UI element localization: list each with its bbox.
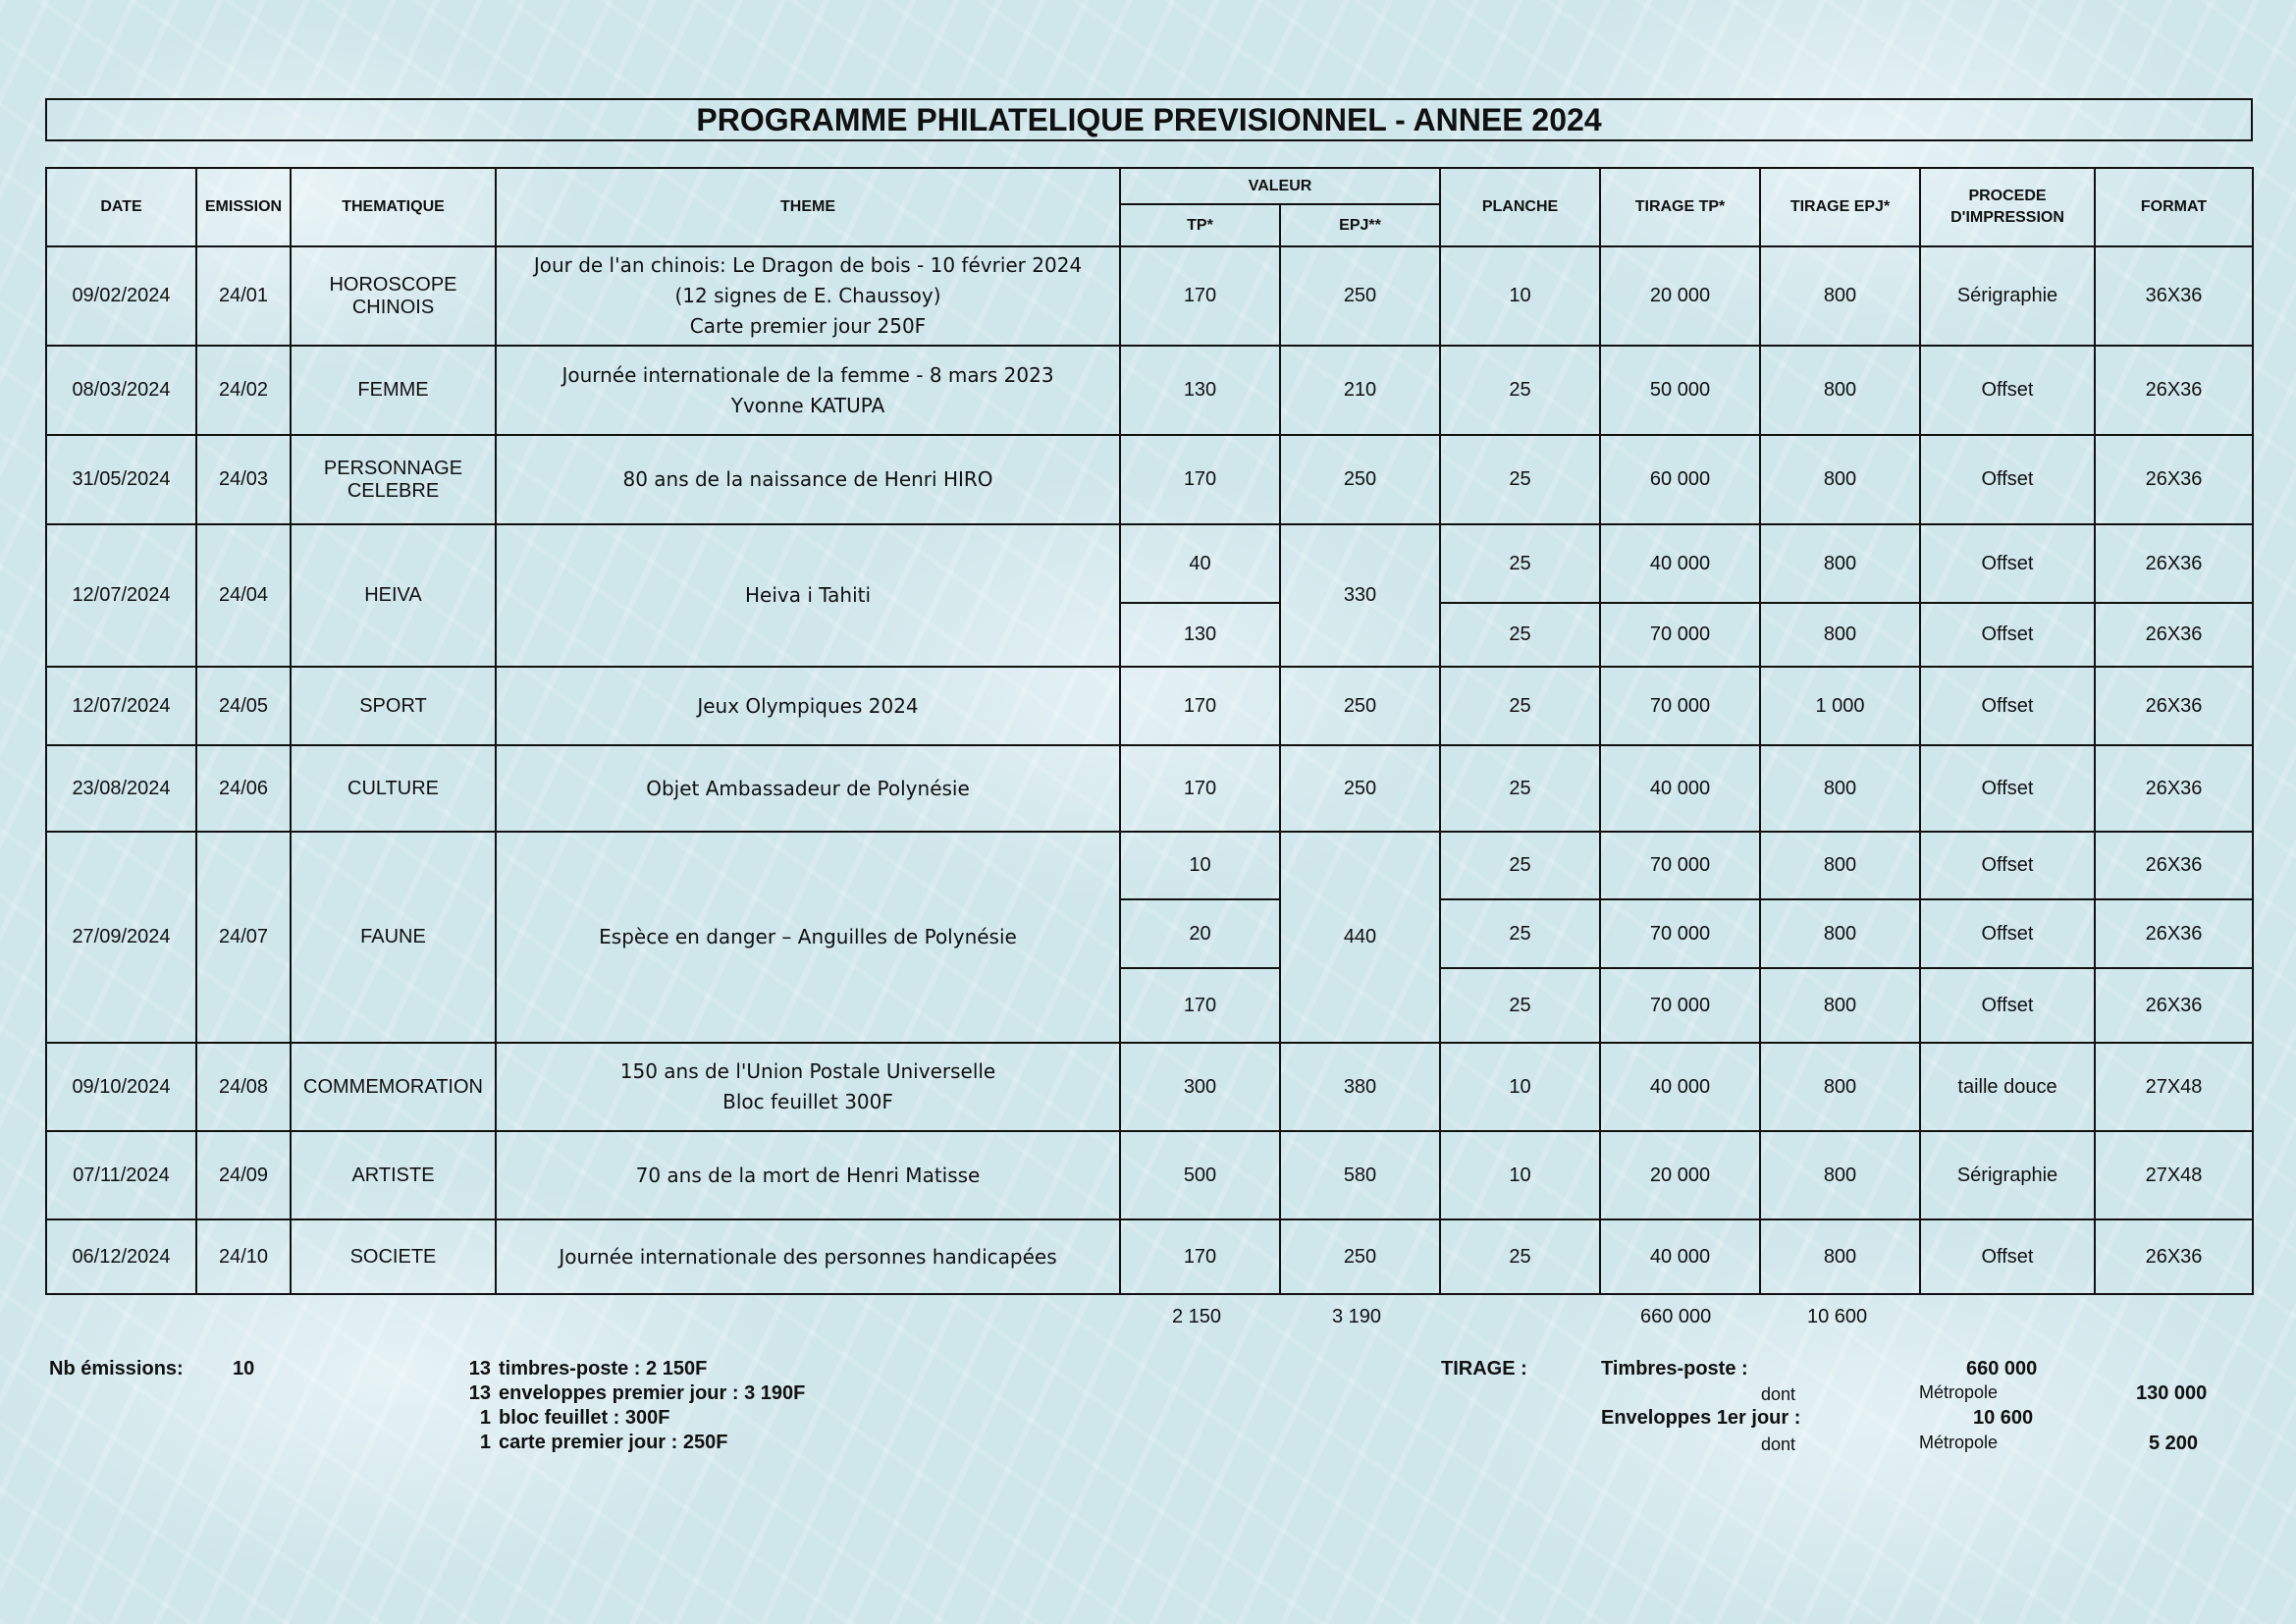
program-body [46, 246, 2253, 1294]
theme-line: 150 ans de l'Union Postale Universelle [619, 1059, 996, 1083]
procede-cell: Offset [1920, 968, 2095, 1043]
table-row [46, 1043, 2253, 1131]
format-cell: 26X36 [2095, 832, 2253, 899]
emission-cell: 24/06 [196, 745, 291, 832]
theme-line: (12 signes de E. Chaussoy) [674, 284, 941, 307]
enveloppes-value: 10 600 [1973, 1407, 2034, 1429]
date-cell: 09/02/2024 [46, 246, 196, 346]
planche-cell: 25 [1440, 1219, 1600, 1294]
thematique-cell: FEMME [291, 346, 496, 435]
theme-line: Yvonne KATUPA [730, 393, 885, 417]
nb-emissions-value: 10 [233, 1358, 255, 1380]
table-row [46, 832, 2253, 899]
summary-count-2: 1 [479, 1407, 491, 1429]
theme-line: Jeux Olympiques 2024 [697, 693, 919, 718]
total-epj: 3 190 [1332, 1306, 1382, 1327]
procede-cell: Sérigraphie [1920, 246, 2095, 346]
epj-cell: 380 [1280, 1043, 1440, 1131]
tp-cell: 170 [1120, 1219, 1280, 1294]
header-date: DATE [46, 168, 196, 246]
summary-count-3: 1 [479, 1432, 491, 1453]
format-cell: 26X36 [2095, 667, 2253, 745]
tp-cell: 10 [1120, 832, 1280, 899]
header-theme: THEME [496, 168, 1120, 246]
tirage-tp-cell: 20 000 [1600, 246, 1760, 346]
tp-cell: 300 [1120, 1043, 1280, 1131]
tirage-tp-cell: 20 000 [1600, 1131, 1760, 1219]
date-cell: 07/11/2024 [46, 1131, 196, 1219]
procede-cell: Offset [1920, 745, 2095, 832]
date-cell: 27/09/2024 [46, 832, 196, 1043]
total-tirage-epj: 10 600 [1807, 1306, 1868, 1327]
theme-cell [496, 832, 1120, 1043]
date-cell: 06/12/2024 [46, 1219, 196, 1294]
planche-cell: 25 [1440, 603, 1600, 667]
format-cell: 27X48 [2095, 1131, 2253, 1219]
header-tirage-tp: TIRAGE TP* [1600, 168, 1760, 246]
summary-text-0: timbres-poste : 2 150F [499, 1358, 708, 1380]
tirage-epj-cell: 800 [1760, 832, 1920, 899]
tirage-tp-cell: 40 000 [1600, 745, 1760, 832]
tirage-tp-cell: 40 000 [1600, 524, 1760, 603]
planche-cell: 25 [1440, 899, 1600, 968]
tirage-epj-cell: 800 [1760, 435, 1920, 524]
planche-cell: 25 [1440, 524, 1600, 603]
table-row [46, 745, 2253, 832]
theme-cell [496, 1043, 1120, 1131]
dont-2: dont [1761, 1435, 1796, 1454]
table-row [46, 435, 2253, 524]
header-planche: PLANCHE [1440, 168, 1600, 246]
date-cell: 08/03/2024 [46, 346, 196, 435]
emission-cell: 24/03 [196, 435, 291, 524]
procede-cell: Offset [1920, 603, 2095, 667]
theme-line: Bloc feuillet 300F [722, 1090, 893, 1113]
header-tp: TP* [1120, 204, 1280, 246]
emission-cell: 24/01 [196, 246, 291, 346]
tirage-tp-cell: 50 000 [1600, 346, 1760, 435]
procede-cell: taille douce [1920, 1043, 2095, 1131]
tp-cell: 170 [1120, 435, 1280, 524]
format-cell: 26X36 [2095, 1219, 2253, 1294]
date-cell: 12/07/2024 [46, 667, 196, 745]
thematique-cell: ARTISTE [291, 1131, 496, 1219]
procede-cell: Offset [1920, 346, 2095, 435]
format-cell: 26X36 [2095, 346, 2253, 435]
procede-cell: Offset [1920, 832, 2095, 899]
epj-cell: 580 [1280, 1131, 1440, 1219]
header-row [46, 168, 2253, 204]
epj-cell: 250 [1280, 1219, 1440, 1294]
tp-cell: 500 [1120, 1131, 1280, 1219]
header-emission: EMISSION [196, 168, 291, 246]
tirage-epj-cell: 1 000 [1760, 667, 1920, 745]
theme-line: Heiva i Tahiti [744, 583, 872, 607]
epj-cell: 330 [1280, 524, 1440, 667]
tirage-epj-cell: 800 [1760, 745, 1920, 832]
dont-1: dont [1761, 1384, 1796, 1404]
format-cell: 26X36 [2095, 745, 2253, 832]
table-row [46, 1131, 2253, 1219]
metropole-2-value: 5 200 [2149, 1433, 2199, 1454]
epj-cell: 250 [1280, 435, 1440, 524]
theme-cell [496, 745, 1120, 832]
header-thematique: THEMATIQUE [291, 168, 496, 246]
emission-cell: 24/10 [196, 1219, 291, 1294]
planche-cell: 25 [1440, 745, 1600, 832]
tp-cell: 170 [1120, 667, 1280, 745]
tp-cell: 130 [1120, 346, 1280, 435]
thematique-cell: PERSONNAGE CELEBRE [291, 435, 496, 524]
procede-cell: Offset [1920, 899, 2095, 968]
date-cell: 23/08/2024 [46, 745, 196, 832]
theme-cell [496, 524, 1120, 667]
summary-text-1: enveloppes premier jour : 3 190F [499, 1382, 806, 1404]
nb-emissions-label: Nb émissions: [49, 1358, 184, 1380]
procede-cell: Offset [1920, 524, 2095, 603]
emission-cell: 24/02 [196, 346, 291, 435]
tp-cell: 170 [1120, 745, 1280, 832]
tirage-tp-cell: 60 000 [1600, 435, 1760, 524]
tirage-tp-cell: 70 000 [1600, 899, 1760, 968]
tirage-epj-cell: 800 [1760, 968, 1920, 1043]
metropole-2: Métropole [1919, 1433, 1999, 1452]
epj-cell: 440 [1280, 832, 1440, 1043]
header-epj: EPJ** [1280, 204, 1440, 246]
tirage-epj-cell: 800 [1760, 246, 1920, 346]
theme-line: 70 ans de la mort de Henri Matisse [635, 1163, 981, 1187]
table-row [46, 524, 2253, 603]
tirage-epj-cell: 800 [1760, 603, 1920, 667]
tp-cell: 170 [1120, 246, 1280, 346]
theme-line: Jour de l'an chinois: Le Dragon de bois - 10 février 2024 [533, 253, 1083, 277]
table-row [46, 346, 2253, 435]
format-cell: 26X36 [2095, 603, 2253, 667]
summary-count-0: 13 [468, 1358, 491, 1380]
tirage-tp-cell: 40 000 [1600, 1219, 1760, 1294]
timbres-label: Timbres-poste : [1601, 1358, 1748, 1380]
enveloppes-label: Enveloppes 1er jour : [1601, 1407, 1801, 1429]
header-valeur: VALEUR [1120, 168, 1440, 204]
epj-cell: 250 [1280, 745, 1440, 832]
tirage-epj-cell: 800 [1760, 1219, 1920, 1294]
emission-cell: 24/05 [196, 667, 291, 745]
emission-cell: 24/07 [196, 832, 291, 1043]
theme-cell [496, 246, 1120, 346]
planche-cell: 10 [1440, 1131, 1600, 1219]
thematique-cell: HOROSCOPE CHINOIS [291, 246, 496, 346]
theme-line: 80 ans de la naissance de Henri HIRO [622, 467, 993, 491]
procede-cell: Sérigraphie [1920, 1131, 2095, 1219]
total-tirage-tp: 660 000 [1640, 1306, 1712, 1327]
date-cell: 31/05/2024 [46, 435, 196, 524]
thematique-cell: COMMEMORATION [291, 1043, 496, 1131]
table-row [46, 1219, 2253, 1294]
planche-cell: 10 [1440, 1043, 1600, 1131]
header-format: FORMAT [2095, 168, 2253, 246]
thematique-cell: SOCIETE [291, 1219, 496, 1294]
tirage-epj-cell: 800 [1760, 346, 1920, 435]
thematique-cell: FAUNE [291, 832, 496, 1043]
tirage-epj-cell: 800 [1760, 1043, 1920, 1131]
epj-cell: 210 [1280, 346, 1440, 435]
theme-line: Journée internationale de la femme - 8 mars 2023 [561, 362, 1054, 387]
procede-cell: Offset [1920, 435, 2095, 524]
timbres-value: 660 000 [1966, 1358, 2038, 1380]
date-cell: 12/07/2024 [46, 524, 196, 667]
tirage-tp-cell: 70 000 [1600, 968, 1760, 1043]
tp-cell: 130 [1120, 603, 1280, 667]
tirage-tp-cell: 70 000 [1600, 667, 1760, 745]
thematique-cell: HEIVA [291, 524, 496, 667]
format-cell: 26X36 [2095, 968, 2253, 1043]
theme-line: Carte premier jour 250F [689, 314, 927, 338]
theme-line: Objet Ambassadeur de Polynésie [646, 776, 970, 800]
format-cell: 26X36 [2095, 524, 2253, 603]
page-title: PROGRAMME PHILATELIQUE PREVISIONNEL - ANNEE 2024 [45, 98, 2253, 141]
tp-cell: 40 [1120, 524, 1280, 603]
format-cell: 26X36 [2095, 899, 2253, 968]
tp-cell: 170 [1120, 968, 1280, 1043]
tirage-epj-cell: 800 [1760, 899, 1920, 968]
planche-cell: 25 [1440, 667, 1600, 745]
summary-count-1: 13 [468, 1382, 491, 1404]
emission-cell: 24/04 [196, 524, 291, 667]
tirage-tp-cell: 40 000 [1600, 1043, 1760, 1131]
tirage-tp-cell: 70 000 [1600, 832, 1760, 899]
header-tirage-epj: TIRAGE EPJ* [1760, 168, 1920, 246]
metropole-1: Métropole [1919, 1382, 1999, 1402]
summary-text-2: bloc feuillet : 300F [499, 1407, 670, 1429]
total-tp: 2 150 [1172, 1306, 1222, 1327]
planche-cell: 25 [1440, 346, 1600, 435]
emission-cell: 24/08 [196, 1043, 291, 1131]
tp-cell: 20 [1120, 899, 1280, 968]
tirage-label: TIRAGE : [1441, 1358, 1527, 1380]
theme-line: Journée internationale des personnes handicapées [559, 1244, 1057, 1269]
emission-cell: 24/09 [196, 1131, 291, 1219]
planche-cell: 25 [1440, 832, 1600, 899]
date-cell: 09/10/2024 [46, 1043, 196, 1131]
epj-cell: 250 [1280, 246, 1440, 346]
procede-cell: Offset [1920, 667, 2095, 745]
format-cell: 36X36 [2095, 246, 2253, 346]
table-row [46, 667, 2253, 745]
thematique-cell: SPORT [291, 667, 496, 745]
summary-text-3: carte premier jour : 250F [499, 1432, 728, 1453]
planche-cell: 25 [1440, 968, 1600, 1043]
planche-cell: 10 [1440, 246, 1600, 346]
tirage-epj-cell: 800 [1760, 524, 1920, 603]
planche-cell: 25 [1440, 435, 1600, 524]
theme-cell [496, 1219, 1120, 1294]
theme-cell [496, 346, 1120, 435]
theme-cell [496, 667, 1120, 745]
metropole-1-value: 130 000 [2136, 1382, 2208, 1404]
tirage-epj-cell: 800 [1760, 1131, 1920, 1219]
header-procede: PROCEDE D'IMPRESSION [1920, 168, 2095, 246]
thematique-cell: CULTURE [291, 745, 496, 832]
procede-cell: Offset [1920, 1219, 2095, 1294]
format-cell: 26X36 [2095, 435, 2253, 524]
tirage-tp-cell: 70 000 [1600, 603, 1760, 667]
format-cell: 27X48 [2095, 1043, 2253, 1131]
table-row [46, 246, 2253, 346]
theme-cell [496, 1131, 1120, 1219]
program-table [45, 167, 2254, 1295]
epj-cell: 250 [1280, 667, 1440, 745]
theme-line: Espèce en danger – Anguilles de Polynésie [599, 925, 1017, 948]
theme-cell [496, 435, 1120, 524]
